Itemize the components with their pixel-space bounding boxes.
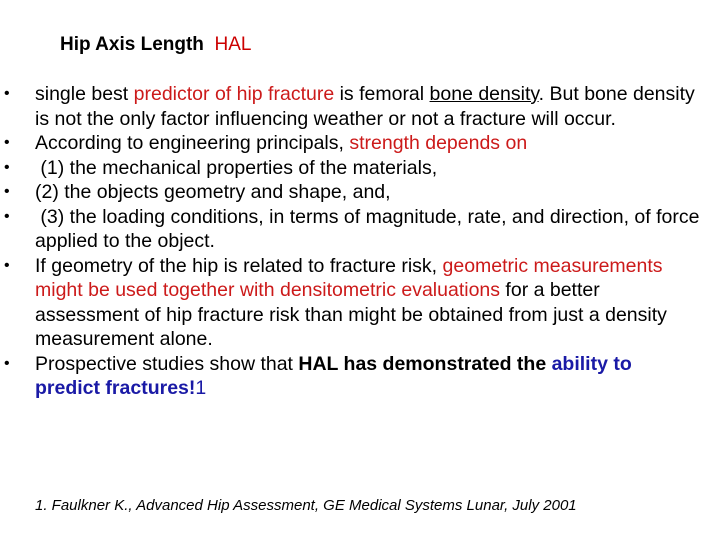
footnote-ref: 1	[195, 377, 207, 399]
bullet-text: (1) the mechanical properties of the materials,	[35, 156, 438, 179]
title-abbr: HAL	[214, 34, 252, 55]
bullet-item	[0, 254, 700, 352]
highlight-text: strength depends on	[349, 132, 528, 154]
bullet-item	[0, 180, 700, 205]
bullet-dot: •	[4, 134, 10, 151]
bullet-item	[0, 352, 700, 401]
bullet-dot: •	[4, 183, 10, 200]
bullet-item	[0, 131, 700, 156]
highlight-text: geometric measurements might be used together with densitometric evaluations	[35, 254, 663, 301]
bold-text: HAL has demonstrated the	[298, 352, 547, 375]
bullet-text: (3) the loading conditions, in terms of magnitude, rate, and direction, of force applied to the object.	[35, 205, 705, 252]
bullet-dot: •	[4, 85, 10, 102]
bullet-list	[0, 82, 705, 401]
bullet-text: . But bone density is not the only factor influencing weather or not a fracture will occur.	[35, 83, 695, 130]
bullet-dot: •	[4, 207, 10, 225]
footnote: 1. Faulkner K., Advanced Hip Assessment, GE Medical Systems Lunar, July 2001	[35, 497, 577, 514]
bullet-dot: •	[4, 158, 10, 176]
bullet-text: single best	[35, 83, 134, 105]
bullet-text: (2) the objects geometry and shape, and,	[35, 181, 391, 203]
bullet-item	[0, 82, 700, 131]
bullet-text: is femoral	[334, 83, 430, 105]
bullet-dot: •	[4, 256, 10, 274]
bullet-item	[0, 156, 700, 181]
title-main: Hip Axis Length	[60, 34, 204, 55]
bullet-dot: •	[4, 354, 10, 372]
bullet-text: According to engineering principals,	[35, 132, 350, 154]
bold-blue-text: ability to predict fractures!	[35, 352, 638, 399]
bullet-text: for a better assessment of hip fracture risk than might be obtained from just a density measurement alone.	[35, 279, 667, 350]
highlight-text: predictor of hip fracture	[133, 83, 335, 105]
slide-title	[60, 34, 251, 56]
bullet-item	[0, 205, 705, 254]
underlined-text: bone density	[429, 83, 539, 105]
bullet-text: Prospective studies show that	[35, 352, 299, 375]
bullet-text: If geometry of the hip is related to fracture risk,	[35, 254, 443, 277]
